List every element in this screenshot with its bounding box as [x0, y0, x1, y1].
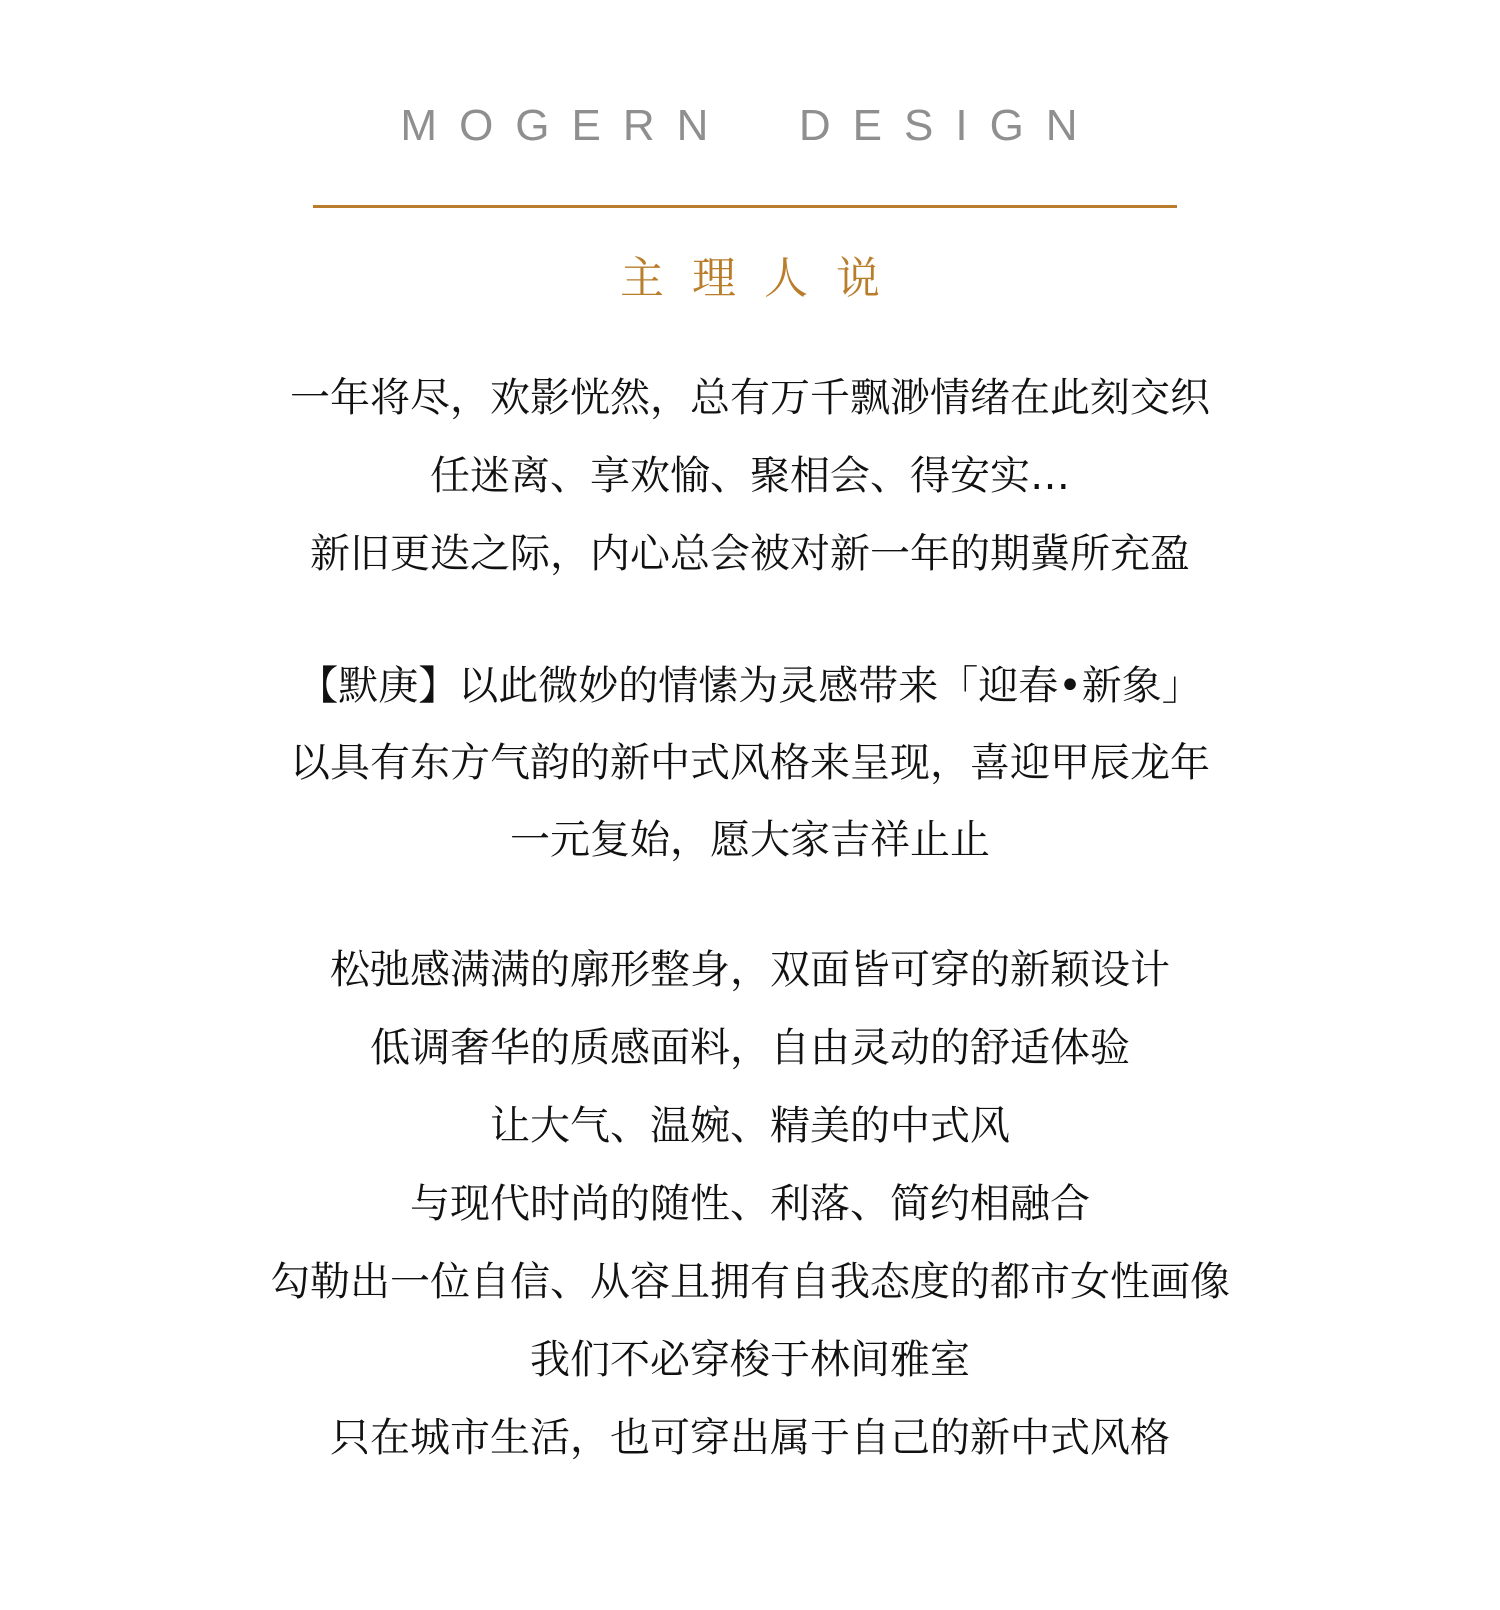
text-line: 以具有东方气韵的新中式风格来呈现，喜迎甲辰龙年	[290, 740, 1210, 786]
brand-title: MOGERN DESIGN	[400, 101, 1100, 150]
text-line: 【默庚】以此微妙的情愫为灵感带来「迎春•新象」	[298, 663, 1202, 709]
text-line: 一元复始，愿大家吉祥止止	[510, 817, 990, 863]
text-line: 与现代时尚的随性、利落、简约相融合	[410, 1181, 1090, 1227]
text-line: 只在城市生活，也可穿出属于自己的新中式风格	[330, 1415, 1170, 1461]
title-divider	[313, 205, 1177, 208]
text-line: 任迷离、享欢愉、聚相会、得安实…	[430, 453, 1070, 499]
text-line: 低调奢华的质感面料，自由灵动的舒适体验	[370, 1025, 1130, 1071]
text-line: 让大气、温婉、精美的中式风	[490, 1103, 1010, 1149]
text-line: 一年将尽，欢影恍然，总有万千飘渺情绪在此刻交织	[290, 375, 1210, 421]
section-title: 主理人说	[620, 253, 908, 304]
text-line: 勾勒出一位自信、从容且拥有自我态度的都市女性画像	[270, 1259, 1230, 1305]
text-line: 我们不必穿梭于林间雅室	[530, 1337, 970, 1383]
text-line: 新旧更迭之际，内心总会被对新一年的期冀所充盈	[310, 531, 1190, 577]
text-line: 松弛感满满的廓形整身，双面皆可穿的新颖设计	[330, 947, 1170, 993]
